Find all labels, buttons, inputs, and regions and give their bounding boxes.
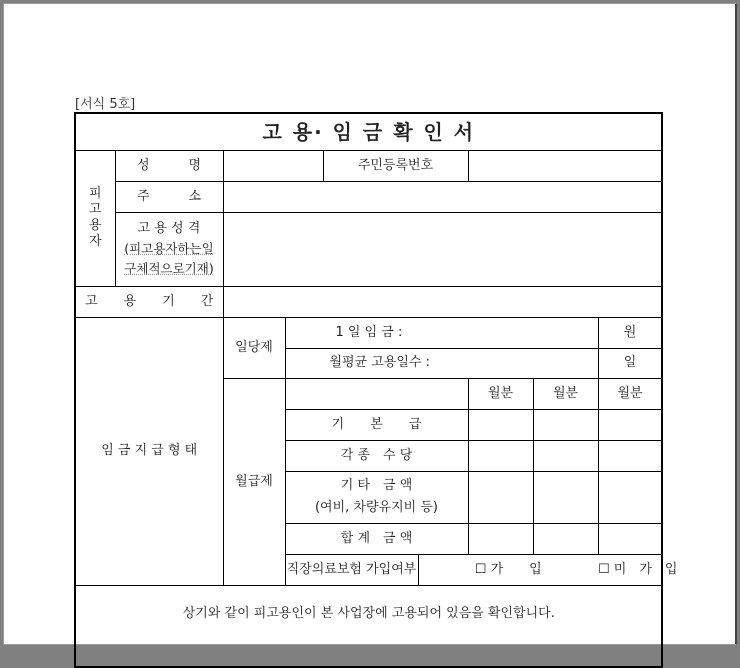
other-amounts-label: 기 타 금 액 (여비, 차량유지비 등) — [285, 471, 468, 523]
option-not-joined[interactable]: ☐ 미 가 입 — [598, 554, 662, 585]
employment-wage-form — [74, 112, 678, 668]
daily-wage-label: 1 일 임 금 : — [285, 317, 598, 348]
base-salary-m2[interactable] — [533, 409, 598, 440]
allowances-m1[interactable] — [468, 440, 533, 471]
base-salary-m1[interactable] — [468, 409, 533, 440]
name-value[interactable] — [223, 150, 323, 181]
address-value[interactable] — [223, 181, 662, 212]
employment-period-value[interactable] — [223, 286, 662, 317]
health-insurance-label: 직장의료보험 가입여부 — [285, 554, 418, 585]
month-header-3: 월분 — [598, 378, 662, 409]
base-salary-m3[interactable] — [598, 409, 662, 440]
monthly-avg-days-unit: 일 — [598, 348, 662, 378]
allowances-m3[interactable] — [598, 440, 662, 471]
address-label: 주 소 — [115, 181, 223, 212]
month-header-blank — [285, 378, 468, 409]
other-amounts-m2[interactable] — [533, 471, 598, 523]
month-header-1: 월분 — [468, 378, 533, 409]
daily-wage-unit: 원 — [598, 317, 662, 348]
form-title: 고 용· 임 금 확 인 서 — [75, 113, 662, 150]
other-amounts-m3[interactable] — [598, 471, 662, 523]
option-joined[interactable]: ☐ 가 입 — [418, 554, 598, 585]
employee-section-label: 피 고 용 자 — [75, 150, 115, 286]
monthly-avg-days-label: 월평균 고용일수 : — [285, 348, 598, 378]
total-amount-m1[interactable] — [468, 523, 533, 554]
name-label: 성 명 — [115, 150, 223, 181]
month-header-2: 월분 — [533, 378, 598, 409]
allowances-label: 각 종 수 당 — [285, 440, 468, 471]
base-salary-label: 기 본 급 — [285, 409, 468, 440]
total-amount-m2[interactable] — [533, 523, 598, 554]
total-amount-m3[interactable] — [598, 523, 662, 554]
allowances-m2[interactable] — [533, 440, 598, 471]
confirmation-statement: 상기와 같이 피고용인이 본 사업장에 고용되어 있음을 확인합니다. — [75, 585, 662, 667]
document-page — [4, 4, 735, 644]
employment-period-label: 고 용 기 간 — [75, 286, 223, 317]
wage-payment-type-label: 임 금 지 급 형 태 — [75, 317, 223, 585]
form-number: [서식 5호] — [75, 97, 136, 112]
monthly-wage-system-label: 월급제 — [223, 378, 285, 585]
total-amount-label: 합 계 금 액 — [285, 523, 468, 554]
employment-nature-value[interactable] — [223, 212, 662, 286]
other-amounts-m1[interactable] — [468, 471, 533, 523]
resident-number-value[interactable] — [468, 150, 662, 181]
resident-number-label: 주민등록번호 — [323, 150, 468, 181]
daily-wage-system-label: 일당제 — [223, 317, 285, 378]
employment-nature-label: 고 용 성 격 (피고용자하는일 구체적으로기재) — [115, 212, 223, 286]
